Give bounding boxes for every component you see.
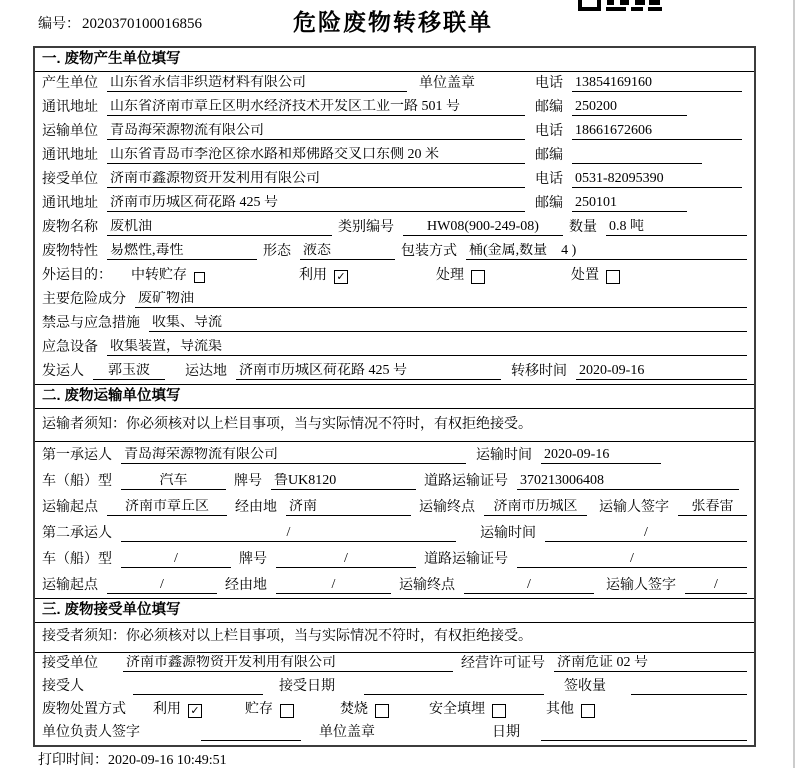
- accept-date-label: 接受日期: [279, 678, 335, 694]
- disposal-option: [340, 702, 389, 718]
- manifest-table: [33, 46, 756, 747]
- shipper-field: 郭玉波: [93, 363, 165, 380]
- date-label: 日期: [492, 724, 520, 740]
- accept-unit-row: [35, 653, 754, 676]
- checkbox-icon: [375, 704, 389, 718]
- responsible-sign-field: [201, 726, 301, 741]
- vehicle-type-field: /: [121, 551, 231, 568]
- date-field: [541, 726, 747, 741]
- via-field: /: [276, 577, 391, 594]
- carrier-zip-field: [572, 149, 702, 164]
- receiver-label: 接受单位: [42, 171, 98, 187]
- transporter-sign-field: /: [685, 577, 747, 594]
- carrier-phone-field: 18661672606: [572, 123, 742, 140]
- section2-title: 二. 废物运输单位填写: [35, 384, 754, 409]
- acceptor-notice-row: [35, 623, 754, 653]
- receiver-name-field: 济南市鑫源物资开发利用有限公司: [107, 171, 525, 188]
- print-time-value: 2020-09-16 10:49:51: [108, 753, 227, 768]
- receiver-address-row: [35, 192, 754, 216]
- acceptor-label: 接受人: [42, 678, 84, 694]
- transporter-notice-row: [35, 409, 754, 442]
- road-license-field: 370213006408: [517, 473, 739, 490]
- carrier-phone-group: [535, 123, 747, 140]
- second-carrier-label: 第二承运人: [42, 525, 112, 541]
- packaging-field: 桶(金属,数量 4 ): [466, 243, 747, 260]
- route-start-field: 济南市章丘区: [107, 499, 227, 516]
- option-label: 中转贮存: [131, 267, 187, 283]
- quantity-field: 0.8 吨: [606, 219, 747, 236]
- permit-label: 经营许可证号: [461, 655, 545, 671]
- taboo-label: 禁忌与应急措施: [42, 315, 140, 331]
- via-field: 济南: [286, 499, 411, 516]
- acceptor-row: [35, 676, 754, 699]
- phone-label: 电话: [535, 171, 563, 187]
- phone-label: 电话: [535, 123, 563, 139]
- option-label: 处理: [436, 267, 464, 283]
- checkbox-checked-icon: [188, 704, 202, 718]
- transporter-sign-label: 运输人签字: [599, 499, 669, 515]
- disposal-option: [429, 702, 506, 718]
- destination-label: 运达地: [185, 363, 227, 379]
- permit-field: 济南危证 02 号: [554, 655, 747, 672]
- print-time-label: 打印时间：: [38, 753, 108, 768]
- plate-label: 牌号: [239, 551, 267, 567]
- first-carrier-row: [35, 442, 754, 468]
- option-label: 安全填埋: [429, 701, 485, 717]
- disposal-option: [546, 702, 595, 718]
- purpose-option: [436, 268, 485, 284]
- second-carrier-row: [35, 520, 754, 546]
- zip-label: 邮编: [535, 195, 563, 211]
- transport-time-label: 运输时间: [480, 525, 536, 541]
- option-label: 处置: [571, 267, 599, 283]
- checkbox-icon: [606, 270, 620, 284]
- equipment-label: 应急设备: [42, 339, 98, 355]
- first-carrier-field: 青岛海荣源物流有限公司: [121, 447, 466, 464]
- purpose-label: 外运目的：: [42, 267, 112, 283]
- zip-label: 邮编: [535, 147, 563, 163]
- carrier-label: 运输单位: [42, 123, 98, 139]
- road-license-label: 道路运输证号: [424, 473, 508, 489]
- second-carrier-field: /: [121, 525, 456, 542]
- accept-date-field: [364, 680, 544, 695]
- producer-row: [35, 72, 754, 96]
- receiver-phone-group: [535, 171, 747, 188]
- equipment-row: [35, 336, 754, 360]
- traits-field: 易燃性,毒性: [107, 243, 257, 260]
- receiver-address-field: 济南市历城区荷花路 425 号: [107, 195, 525, 212]
- check-mark: ✓: [190, 705, 200, 717]
- receiver-phone-field: 0531-82095390: [572, 171, 742, 188]
- via-label: 经由地: [235, 499, 277, 515]
- transport-time-field: 2020-09-16: [541, 447, 661, 464]
- route-start-label: 运输起点: [42, 499, 98, 515]
- route-end-field: /: [464, 577, 594, 594]
- plate-label: 牌号: [234, 473, 262, 489]
- transporter-sign-label: 运输人签字: [606, 577, 676, 593]
- receiver-row: [35, 168, 754, 192]
- waste-name-field: 废机油: [107, 219, 332, 236]
- option-label: 贮存: [245, 701, 273, 717]
- producer-phone-group: [535, 75, 747, 92]
- taboo-row: [35, 312, 754, 336]
- producer-seal-label: 单位盖章: [419, 75, 475, 91]
- producer-address-row: [35, 96, 754, 120]
- option-label: 利用: [299, 267, 327, 283]
- purpose-option: [299, 268, 348, 284]
- route-row: [35, 494, 754, 520]
- disposal-option: [153, 702, 202, 718]
- check-mark: ✓: [336, 271, 346, 283]
- producer-name-field: 山东省永信非织造材料有限公司: [107, 75, 407, 92]
- responsible-sign-label: 单位负责人签字: [42, 724, 140, 740]
- producer-label: 产生单位: [42, 75, 98, 91]
- checkbox-icon: [581, 704, 595, 718]
- vehicle-type-field: 汽车: [121, 473, 226, 490]
- waste-name-row: [35, 216, 754, 240]
- responsible-sign-row: [35, 722, 754, 745]
- category-code-field: HW08(900-249-08): [403, 219, 563, 236]
- receipt-qty-field: [631, 680, 747, 695]
- address-label: 通讯地址: [42, 147, 98, 163]
- route2-row: [35, 572, 754, 598]
- receiver-zip-group: [535, 195, 747, 212]
- notice-label: 接受者须知：: [42, 629, 126, 645]
- form-field: 液态: [300, 243, 395, 260]
- option-label: 其他: [546, 701, 574, 717]
- vehicle-row: [35, 468, 754, 494]
- receiver-zip-field: 250101: [572, 195, 687, 212]
- address-label: 通讯地址: [42, 99, 98, 115]
- vehicle2-row: [35, 546, 754, 572]
- disposal-option: [245, 702, 294, 718]
- transfer-time-field: 2020-09-16: [576, 363, 747, 380]
- accept-unit-label: 接受单位: [42, 655, 98, 671]
- hazard-label: 主要危险成分: [42, 291, 126, 307]
- acceptor-field: [133, 680, 263, 695]
- quantity-label: 数量: [569, 219, 597, 235]
- equipment-field: 收集装置，导流渠: [107, 339, 747, 356]
- option-label: 焚烧: [340, 701, 368, 717]
- section1-title: 一. 废物产生单位填写: [35, 48, 754, 72]
- taboo-field: 收集、导流: [149, 315, 747, 332]
- receipt-qty-label: 签收量: [564, 678, 606, 694]
- serial-number: 2020370100016856: [82, 16, 202, 32]
- notice-text: 你必须核对以上栏目事项，当与实际情况不符时，有权拒绝接受。: [126, 416, 532, 432]
- option-label: 利用: [153, 701, 181, 717]
- checkbox-icon: [280, 704, 294, 718]
- transport-time-field: /: [545, 525, 747, 542]
- carrier-address-row: [35, 144, 754, 168]
- purpose-option: [131, 268, 205, 284]
- phone-label: 电话: [535, 75, 563, 91]
- shipper-label: 发运人: [42, 363, 84, 379]
- carrier-zip-group: [535, 148, 747, 164]
- route-end-label: 运输终点: [399, 577, 455, 593]
- via-label: 经由地: [225, 577, 267, 593]
- checkbox-icon: [471, 270, 485, 284]
- serial-label: 编号：: [38, 17, 80, 32]
- producer-zip-field: 250200: [572, 99, 687, 116]
- zip-label: 邮编: [535, 99, 563, 115]
- section3-title: 三. 废物接受单位填写: [35, 598, 754, 623]
- vehicle-type-label: 车（船）型: [42, 551, 112, 567]
- category-code-label: 类别编号: [338, 219, 394, 235]
- road-license-field: /: [517, 551, 747, 568]
- traits-label: 废物特性: [42, 243, 98, 259]
- waste-traits-row: [35, 240, 754, 264]
- print-time-line: [38, 749, 227, 768]
- first-carrier-label: 第一承运人: [42, 447, 112, 463]
- carrier-name-field: 青岛海荣源物流有限公司: [107, 123, 525, 140]
- checkbox-checked-icon: [334, 270, 348, 284]
- carrier-address-field: 山东省青岛市李沧区徐水路和郑佛路交叉口东侧 20 米: [107, 147, 525, 164]
- purpose-option: [571, 268, 620, 284]
- accept-unit-field: 济南市鑫源物资开发利用有限公司: [123, 655, 453, 672]
- dispatch-row: [35, 360, 754, 384]
- route-start-field: /: [107, 577, 217, 594]
- notice-text: 你必须核对以上栏目事项，当与实际情况不符时，有权拒绝接受。: [126, 629, 532, 645]
- transfer-time-label: 转移时间: [511, 363, 567, 379]
- route-end-label: 运输终点: [419, 499, 475, 515]
- plate-field: 鲁UK8120: [271, 473, 416, 490]
- road-license-label: 道路运输证号: [424, 551, 508, 567]
- waste-name-label: 废物名称: [42, 219, 98, 235]
- hazard-field: 废矿物油: [135, 291, 747, 308]
- form-label: 形态: [263, 243, 291, 259]
- route-end-field: 济南市历城区: [484, 499, 587, 516]
- page-title: 危险废物转移联单: [293, 10, 493, 35]
- notice-label: 运输者须知：: [42, 416, 126, 432]
- disposal-row: [35, 699, 754, 722]
- transport-time-label: 运输时间: [476, 447, 532, 463]
- qr-code-partial-icon: [578, 0, 662, 11]
- producer-zip-group: [535, 99, 747, 116]
- plate-field: /: [276, 551, 416, 568]
- carrier-row: [35, 120, 754, 144]
- packaging-label: 包装方式: [401, 243, 457, 259]
- checkbox-icon: [492, 704, 506, 718]
- purpose-row: [35, 264, 754, 288]
- address-label: 通讯地址: [42, 195, 98, 211]
- transporter-sign-field: 张春雷: [678, 499, 747, 516]
- disposal-label: 废物处置方式: [42, 701, 126, 717]
- route-start-label: 运输起点: [42, 577, 98, 593]
- producer-address-field: 山东省济南市章丘区明水经济技术开发区工业一路 501 号: [107, 99, 525, 116]
- page-edge-divider: [793, 0, 795, 768]
- hazard-row: [35, 288, 754, 312]
- checkbox-icon: [194, 272, 205, 283]
- vehicle-type-label: 车（船）型: [42, 473, 112, 489]
- destination-field: 济南市历城区荷花路 425 号: [236, 363, 501, 380]
- producer-phone-field: 13854169160: [572, 75, 742, 92]
- unit-seal-label: 单位盖章: [319, 724, 375, 740]
